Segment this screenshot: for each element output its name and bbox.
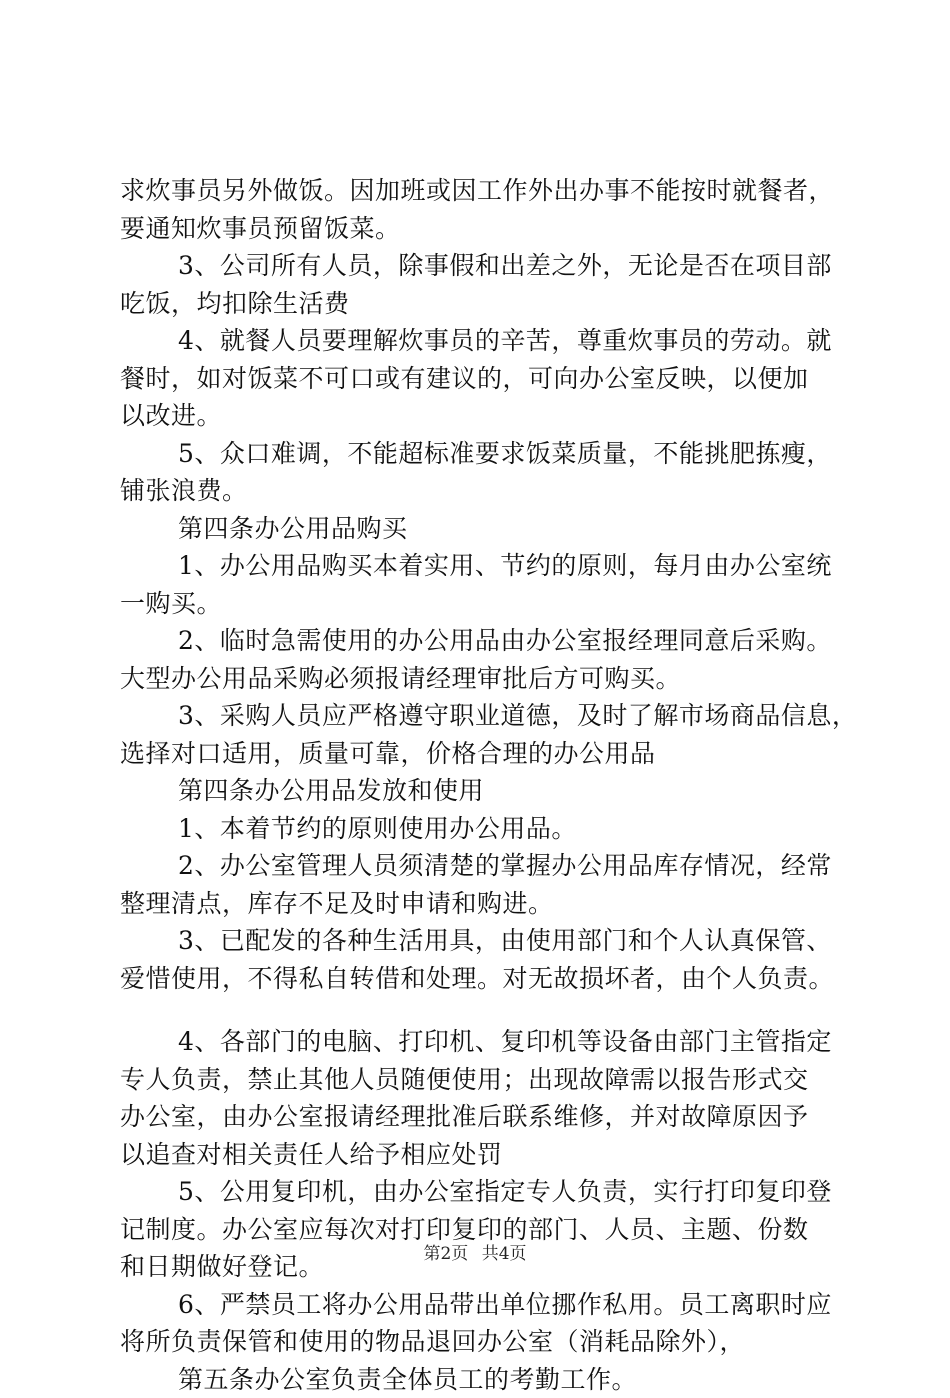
text-line: 吃饭，均扣除生活费 — [120, 285, 860, 323]
text-line: 铺张浪费。 — [120, 472, 860, 510]
text-line: 第四条办公用品发放和使用 — [120, 772, 860, 810]
text-line: 将所负责保管和使用的物品退回办公室（消耗品除外）， — [120, 1323, 860, 1361]
text-line: 选择对口适用，质量可靠，价格合理的办公用品 — [120, 735, 860, 773]
text-line: 一购买。 — [120, 585, 860, 623]
text-line: 1、本着节约的原则使用办公用品。 — [120, 810, 860, 848]
text-line: 整理清点，库存不足及时申请和购进。 — [120, 885, 860, 923]
text-line: 6、严禁员工将办公用品带出单位挪作私用。员工离职时应 — [120, 1286, 860, 1324]
text-line: 以追查对相关责任人给予相应处罚 — [120, 1136, 860, 1174]
text-line: 办公室，由办公室报请经理批准后联系维修，并对故障原因予 — [120, 1098, 860, 1136]
text-line: 2、临时急需使用的办公用品由办公室报经理同意后采购。 — [120, 622, 860, 660]
text-line: 3、采购人员应严格遵守职业道德，及时了解市场商品信息， — [120, 697, 860, 735]
text-line: 爱惜使用，不得私自转借和处理。对无故损坏者，由个人负责。 — [120, 960, 860, 998]
page-total: 共4页 — [482, 1244, 527, 1264]
text-line: 第四条办公用品购买 — [120, 510, 860, 548]
text-line: 大型办公用品采购必须报请经理审批后方可购买。 — [120, 660, 860, 698]
text-line: 以改进。 — [120, 397, 860, 435]
text-line: 2、办公室管理人员须清楚的掌握办公用品库存情况，经常 — [120, 847, 860, 885]
text-line: 专人负责，禁止其他人员随便使用；出现故障需以报告形式交 — [120, 1061, 860, 1099]
paragraph-spacer — [120, 997, 860, 1023]
page-footer — [0, 1242, 950, 1266]
text-line: 求炊事员另外做饭。因加班或因工作外出办事不能按时就餐者， — [120, 172, 860, 210]
text-line: 要通知炊事员预留饭菜。 — [120, 210, 860, 248]
text-line: 餐时，如对饭菜不可口或有建议的，可向办公室反映，以便加 — [120, 360, 860, 398]
text-line: 3、公司所有人员，除事假和出差之外，无论是否在项目部 — [120, 247, 860, 285]
page-number: 第2页 — [423, 1244, 468, 1264]
text-line: 3、已配发的各种生活用具，由使用部门和个人认真保管、 — [120, 922, 860, 960]
text-line: 第五条办公室负责全体员工的考勤工作。 — [120, 1361, 860, 1398]
document-body — [120, 172, 860, 1398]
text-line: 和日期做好登记。 — [120, 1248, 860, 1286]
text-line: 5、众口难调，不能超标准要求饭菜质量，不能挑肥拣瘦， — [120, 435, 860, 473]
text-line: 记制度。办公室应每次对打印复印的部门、人员、主题、份数 — [120, 1211, 860, 1249]
text-line: 5、公用复印机，由办公室指定专人负责，实行打印复印登 — [120, 1173, 860, 1211]
text-line: 4、就餐人员要理解炊事员的辛苦，尊重炊事员的劳动。就 — [120, 322, 860, 360]
text-line: 4、各部门的电脑、打印机、复印机等设备由部门主管指定 — [120, 1023, 860, 1061]
text-line: 1、办公用品购买本着实用、节约的原则，每月由办公室统 — [120, 547, 860, 585]
